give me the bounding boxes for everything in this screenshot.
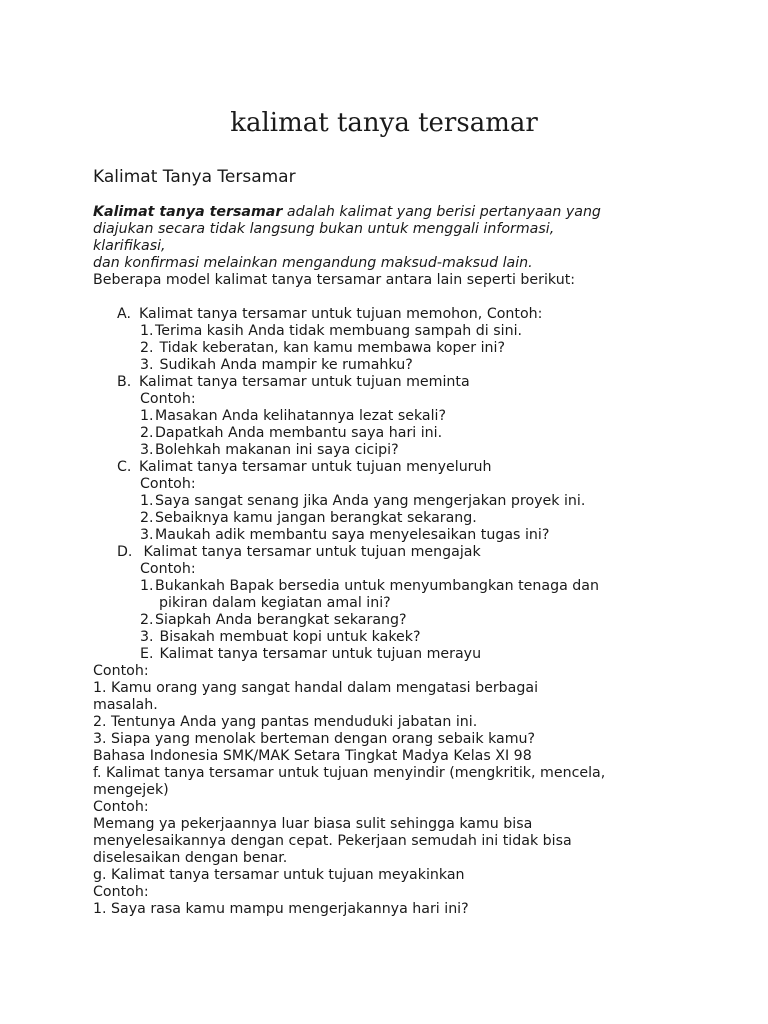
list-number: 3. [140, 442, 154, 458]
list-item-text: Bukankah Bapak bersedia untuk menyumbangkan tenaga dan [155, 578, 599, 594]
body-line: 1. Kamu orang yang sangat handal dalam mengatasi berbagai [93, 680, 539, 696]
section-a-heading [93, 306, 693, 323]
list-item [93, 510, 693, 527]
contoh-label: Contoh: [140, 391, 196, 407]
section-b-heading [93, 374, 693, 391]
list-item-text: Bolehkah makanan ini saya cicipi? [155, 442, 399, 458]
list-marker: B. [117, 374, 132, 390]
body-line: 2. Tentunya Anda yang pantas menduduki jabatan ini. [93, 714, 478, 730]
body-line: 3. Siapa yang menolak berteman dengan orang sebaik kamu? [93, 731, 536, 747]
list-item [93, 527, 693, 544]
list-item-text: Sebaiknya kamu jangan berangkat sekarang. [155, 510, 477, 526]
list-item [93, 612, 693, 629]
list-item-text: Kalimat tanya tersamar untuk tujuan merayu [155, 646, 482, 662]
section-d-heading [93, 544, 693, 561]
intro-term: Kalimat tanya tersamar [93, 204, 283, 220]
list-item-text: Tidak keberatan, kan kamu membawa koper ini? [155, 340, 505, 356]
list-item [93, 340, 693, 357]
body-line: mengejek) [93, 782, 169, 798]
body-line: g. Kalimat tanya tersamar untuk tujuan meyakinkan [93, 867, 465, 883]
list-heading-text: Kalimat tanya tersamar untuk tujuan memohon, Contoh: [139, 306, 543, 322]
contoh-label: Contoh: [140, 561, 196, 577]
list-item [93, 408, 693, 425]
list-item-text: Terima kasih Anda tidak membuang sampah di sini. [155, 323, 523, 339]
intro-line-1 [93, 204, 693, 221]
list-item-text: Saya sangat senang jika Anda yang mengerjakan proyek ini. [155, 493, 586, 509]
list-number: 1. [140, 408, 154, 424]
list-item [93, 578, 693, 595]
body-line: f. Kalimat tanya tersamar untuk tujuan menyindir (mengkritik, mencela, [93, 765, 606, 781]
list-item [93, 442, 693, 459]
list-number: 3. [140, 629, 154, 645]
list-number: 2. [140, 425, 154, 441]
list-item-text: Maukah adik membantu saya menyelesaikan tugas ini? [155, 527, 550, 543]
list-item-text: Bisakah membuat kopi untuk kakek? [155, 629, 421, 645]
intro-line-3: klarifikasi, [93, 238, 166, 254]
list-item-continuation: pikiran dalam kegiatan amal ini? [159, 595, 391, 611]
list-item-text: Sudikah Anda mampir ke rumahku? [155, 357, 413, 373]
list-number: 2. [140, 612, 154, 628]
body-line: Contoh: [93, 799, 149, 815]
list-item-text: Masakan Anda kelihatannya lezat sekali? [155, 408, 447, 424]
list-number: 2. [140, 340, 154, 356]
list-number: 1. [140, 578, 154, 594]
body-line: Memang ya pekerjaannya luar biasa sulit sehingga kamu bisa [93, 816, 533, 832]
list-marker: D. [117, 544, 133, 560]
intro-line-4: dan konfirmasi melainkan mengandung maksud-maksud lain. [93, 255, 533, 271]
list-number: 3. [140, 357, 154, 373]
intro-line-5: Beberapa model kalimat tanya tersamar antara lain seperti berikut: [93, 272, 576, 288]
list-number: 1. [140, 493, 154, 509]
list-heading-text: Kalimat tanya tersamar untuk tujuan mengajak [139, 544, 481, 560]
document-body [93, 204, 693, 918]
list-item-text: Dapatkah Anda membantu saya hari ini. [155, 425, 443, 441]
page-title: kalimat tanya tersamar [230, 108, 538, 138]
body-line: diselesaikan dengan benar. [93, 850, 288, 866]
spacer [93, 289, 693, 306]
body-line: Contoh: [93, 663, 149, 679]
list-number: 1. [140, 323, 154, 339]
list-marker: C. [117, 459, 132, 475]
section-c-heading [93, 459, 693, 476]
list-item [93, 629, 693, 646]
list-item [93, 357, 693, 374]
list-item-text: Siapkah Anda berangkat sekarang? [155, 612, 407, 628]
body-line: Contoh: [93, 884, 149, 900]
body-line: Bahasa Indonesia SMK/MAK Setara Tingkat Madya Kelas XI 98 [93, 748, 532, 764]
list-heading-text: Kalimat tanya tersamar untuk tujuan meminta [139, 374, 470, 390]
body-line: menyelesaikannya dengan cepat. Pekerjaan semudah ini tidak bisa [93, 833, 572, 849]
list-number: 2. [140, 510, 154, 526]
list-item [93, 493, 693, 510]
list-heading-text: Kalimat tanya tersamar untuk tujuan menyeluruh [139, 459, 492, 475]
intro-line-2: diajukan secara tidak langsung bukan untuk menggali informasi, [93, 221, 555, 237]
list-number: E. [140, 646, 154, 662]
list-marker: A. [117, 306, 131, 322]
intro-definition: adalah kalimat yang berisi pertanyaan yang [282, 204, 601, 220]
body-line: masalah. [93, 697, 158, 713]
list-item [93, 323, 693, 340]
section-subtitle: Kalimat Tanya Tersamar [93, 167, 296, 187]
list-item [93, 646, 693, 663]
contoh-label: Contoh: [140, 476, 196, 492]
list-number: 3. [140, 527, 154, 543]
list-item [93, 425, 693, 442]
body-line: 1. Saya rasa kamu mampu mengerjakannya hari ini? [93, 901, 469, 917]
